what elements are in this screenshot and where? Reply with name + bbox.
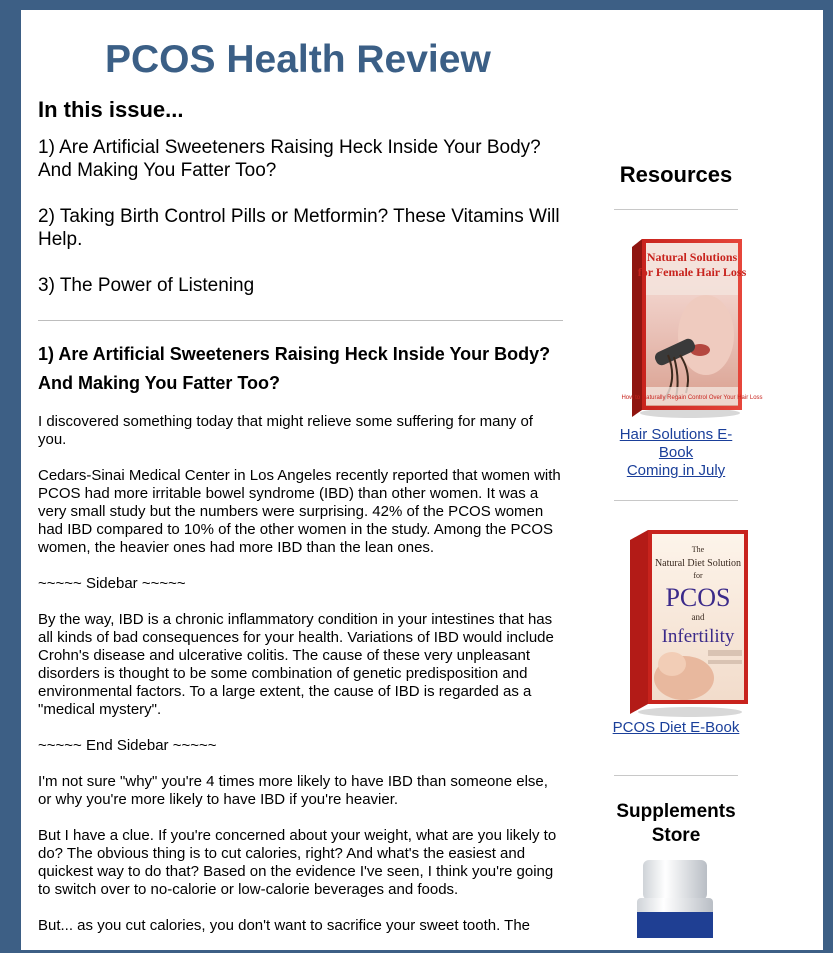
supplements-heading-line: Store [651,825,701,846]
hair-solutions-ebook-link[interactable]: Hair Solutions E-Book [619,426,733,461]
toc-item-3: 3) The Power of Listening [38,275,255,296]
newsletter-title: PCOS Health Review [105,38,491,81]
article-paragraph: By the way, IBD is a chronic inflammatory condition in your intestines that has all kinds of bad consequences for your health. Variations of IBD would include Crohn's disease and ulcerative colitis. The cause of these very unpleasant disorders is thought to be some combination of genetic predisposition and environmental factors. To a large extent, the cause of IBD is regarded as a "medical mystery". [38,611,554,718]
book-cover-image [621,235,763,420]
table-of-contents [38,136,563,320]
supplement-bottle-icon [631,858,721,938]
sidebar-start-marker: ~~~~~ Sidebar ~~~~~ [38,575,186,592]
article-title: 1) Are Artificial Sweeteners Raising Heck Inside Your Body? And Making You Fatter Too? [38,344,551,393]
article-paragraph: Cedars-Sinai Medical Center in Los Angeles recently reported that women with PCOS had more irritable bowel syndrome (IBD) than other women. It was a very small study but the numbers were surprising. 42% of the PCOS women had IBD compared to 10% of the other women in the study. Among the PCOS women, the heavier ones had more IBD than the lean ones. [38,467,561,556]
coming-in-july-link[interactable]: Coming in July [626,462,726,479]
hair-loss-ebook-cover[interactable] [621,235,763,420]
supplements-store-heading [606,800,746,848]
supplement-bottle-image[interactable] [631,858,721,938]
sidebar-divider [614,775,738,776]
newsletter-sheet [21,10,823,950]
article-paragraph: I discovered something today that might relieve some suffering for many of you. [38,413,533,448]
cover-line: Natural Diet Solution [654,558,742,569]
cover-line: and [691,612,705,622]
cover-title: Natural Solutions for Female Hair Loss [637,250,747,279]
sidebar-end-marker: ~~~~~ End Sidebar ~~~~~ [38,737,217,754]
cover-subtitle: How to Naturally Regain Control Over Your Hair Loss [621,395,763,401]
book-cover-image [624,528,752,718]
cover-line: The [691,545,705,554]
resources-heading: Resources [619,162,733,187]
cover-line: Infertility [661,626,735,647]
supplements-heading-line: Supplements [616,801,736,822]
article-paragraph: But... as you cut calories, you don't want to sacrifice your sweet tooth. The [38,917,531,934]
toc-heading: In this issue... [38,97,184,122]
divider [38,320,563,321]
article-paragraph: I'm not sure "why" you're 4 times more likely to have IBD than someone else, or why you're more likely to have IBD if you're heavier. [38,773,548,808]
article-body [38,413,563,953]
pcos-diet-ebook-link[interactable]: PCOS Diet E-Book [612,719,740,736]
toc-item-2: 2) Taking Birth Control Pills or Metformin? These Vitamins Will Help. [38,206,560,250]
cover-line: for [693,571,703,580]
toc-item-1: 1) Are Artificial Sweeteners Raising Heck Inside Your Body? And Making You Fatter Too? [38,137,541,181]
sidebar-divider [614,209,738,210]
article-paragraph: But I have a clue. If you're concerned about your weight, what are you likely to do? The obvious thing is to cut calories, right? And what's the easiest and quickest way to do that? Based on the evidence I've seen, I think you're going to switch over to no-calorie or low-calorie beverages and foods. [38,827,557,898]
sidebar-divider [614,500,738,501]
pcos-diet-ebook-cover[interactable] [624,528,752,718]
cover-line: PCOS [665,583,731,612]
